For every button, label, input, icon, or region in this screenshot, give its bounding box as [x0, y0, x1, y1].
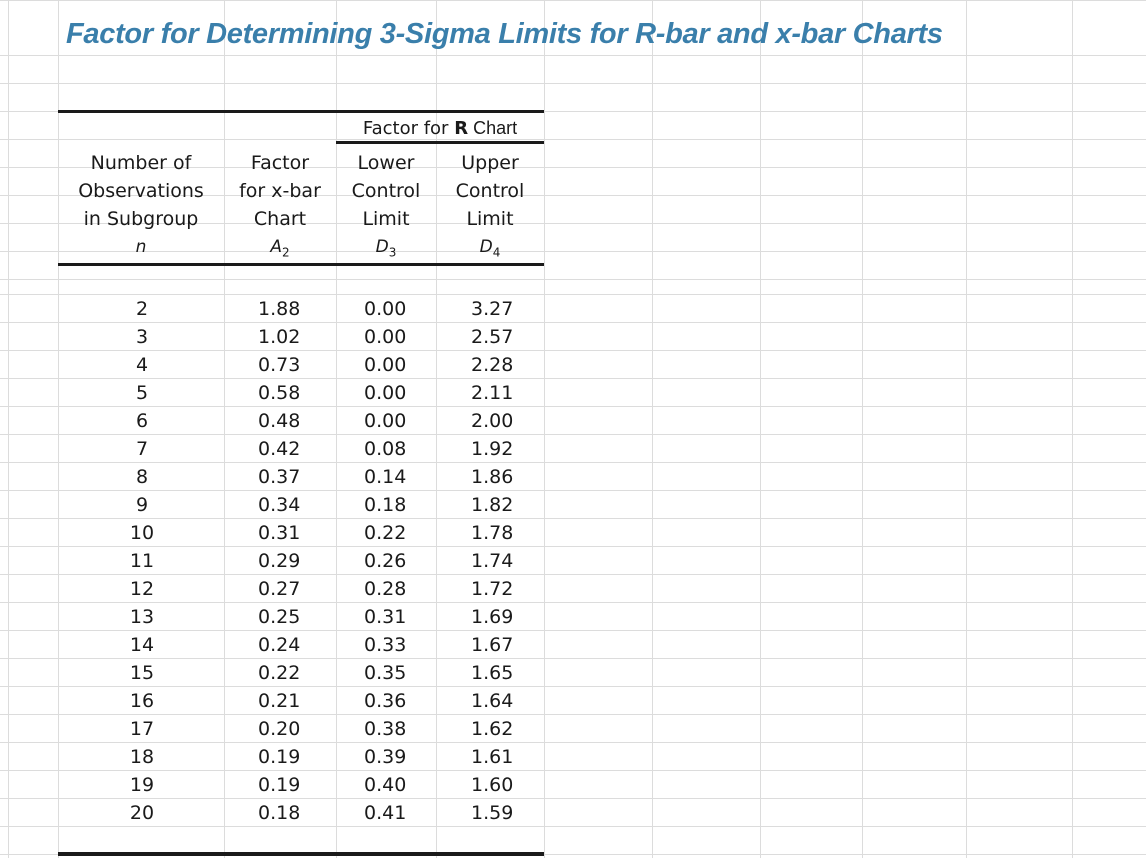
cell-d3: 0.38	[364, 718, 407, 740]
cell-n: 14	[129, 634, 155, 656]
cell-a2: 0.22	[258, 662, 301, 684]
cell-n: 2	[135, 298, 149, 320]
r-chart-group-header: Factor for R Chart	[362, 118, 518, 139]
cell-a2: 0.29	[258, 550, 301, 572]
cell-d4: 1.64	[471, 690, 514, 712]
cell-d4: 1.92	[471, 438, 514, 460]
cell-d4: 1.67	[471, 634, 514, 656]
cell-a2: 0.21	[258, 690, 301, 712]
cell-d3: 0.33	[364, 634, 407, 656]
cell-a2: 0.42	[258, 438, 301, 460]
cell-d3: 0.26	[364, 550, 407, 572]
cell-a2: 0.58	[258, 382, 301, 404]
cell-d4: 2.11	[471, 382, 514, 404]
cell-a2: 1.88	[258, 298, 301, 320]
cell-d3: 0.40	[364, 774, 407, 796]
cell-n: 19	[129, 774, 155, 796]
cell-d4: 1.86	[471, 466, 514, 488]
cell-d4: 1.82	[471, 494, 514, 516]
cell-d4: 1.60	[471, 774, 514, 796]
cell-a2: 0.19	[258, 774, 301, 796]
cell-d3: 0.00	[364, 354, 407, 376]
cell-n: 7	[135, 438, 149, 460]
cell-d4: 2.00	[471, 410, 514, 432]
cell-d3: 0.14	[364, 466, 407, 488]
cell-d4: 2.57	[471, 326, 514, 348]
cell-d3: 0.28	[364, 578, 407, 600]
cell-d3: 0.00	[364, 298, 407, 320]
cell-d4: 1.74	[471, 550, 514, 572]
cell-d4: 1.62	[471, 718, 514, 740]
cell-d4: 1.61	[471, 746, 514, 768]
cell-n: 10	[129, 522, 155, 544]
cell-d3: 0.18	[364, 494, 407, 516]
cell-d3: 0.36	[364, 690, 407, 712]
cell-n: 4	[135, 354, 149, 376]
cell-d4: 1.59	[471, 802, 514, 824]
cell-a2: 1.02	[258, 326, 301, 348]
cell-d4: 1.65	[471, 662, 514, 684]
cell-a2: 0.25	[258, 606, 301, 628]
cell-n: 8	[135, 466, 149, 488]
page-title: Factor for Determining 3-Sigma Limits for R-bar and x-bar Charts	[66, 18, 943, 50]
cell-d3: 0.41	[364, 802, 407, 824]
cell-d4: 1.69	[471, 606, 514, 628]
table-top-rule	[58, 110, 544, 113]
cell-d3: 0.08	[364, 438, 407, 460]
cell-a2: 0.73	[258, 354, 301, 376]
cell-n: 9	[135, 494, 149, 516]
cell-a2: 0.18	[258, 802, 301, 824]
cell-d4: 1.72	[471, 578, 514, 600]
cell-a2: 0.24	[258, 634, 301, 656]
cell-n: 13	[129, 606, 155, 628]
cell-n: 11	[129, 550, 155, 572]
cell-d3: 0.39	[364, 746, 407, 768]
cell-n: 3	[135, 326, 149, 348]
cell-d4: 2.28	[471, 354, 514, 376]
cell-n: 20	[129, 802, 155, 824]
cell-n: 15	[129, 662, 155, 684]
cell-d3: 0.00	[364, 382, 407, 404]
cell-n: 16	[129, 690, 155, 712]
cell-n: 17	[129, 718, 155, 740]
cell-n: 12	[129, 578, 155, 600]
cell-d3: 0.35	[364, 662, 407, 684]
cell-a2: 0.19	[258, 746, 301, 768]
cell-a2: 0.48	[258, 410, 301, 432]
cell-d3: 0.00	[364, 410, 407, 432]
cell-n: 18	[129, 746, 155, 768]
cell-d3: 0.22	[364, 522, 407, 544]
table-bottom-rule	[58, 852, 544, 856]
cell-d3: 0.31	[364, 606, 407, 628]
cell-n: 5	[135, 382, 149, 404]
cell-a2: 0.34	[258, 494, 301, 516]
cell-a2: 0.20	[258, 718, 301, 740]
cell-a2: 0.31	[258, 522, 301, 544]
cell-d4: 1.78	[471, 522, 514, 544]
cell-n: 6	[135, 410, 149, 432]
cell-a2: 0.27	[258, 578, 301, 600]
cell-d4: 3.27	[471, 298, 514, 320]
cell-a2: 0.37	[258, 466, 301, 488]
cell-d3: 0.00	[364, 326, 407, 348]
